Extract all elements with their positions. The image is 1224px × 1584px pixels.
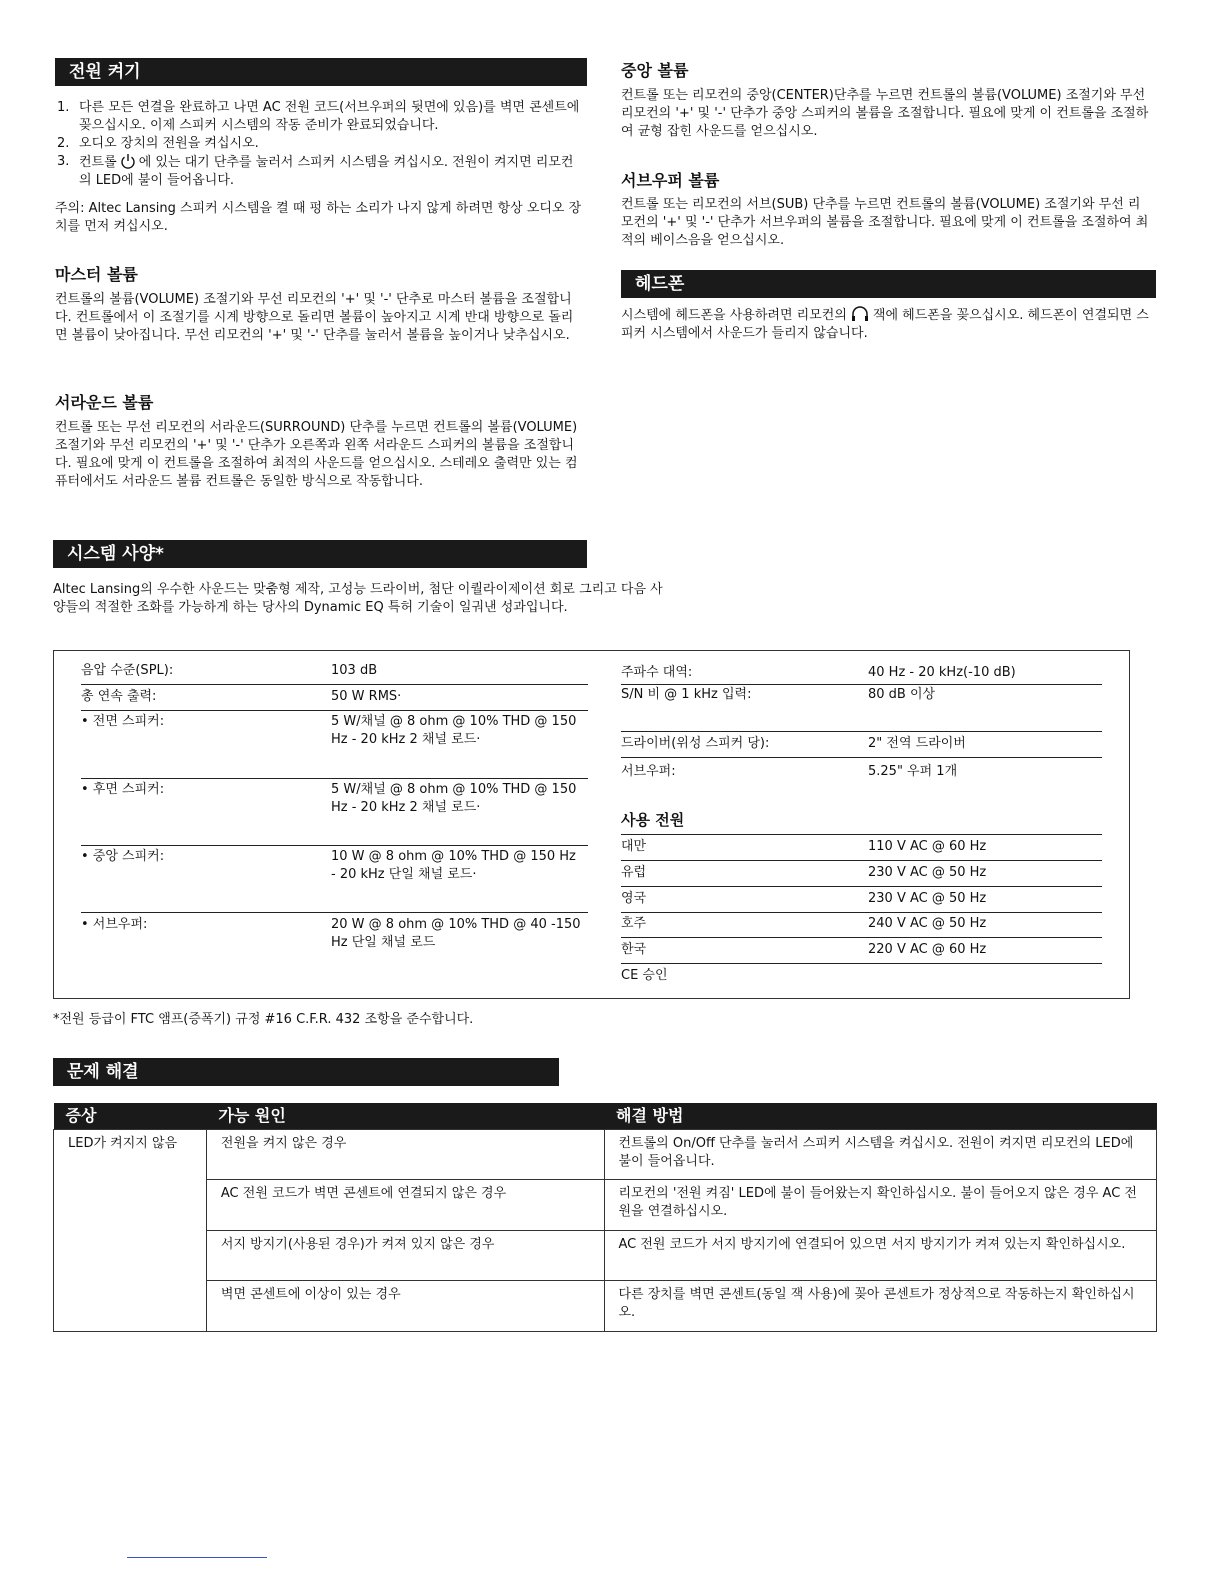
spec-value: 10 W @ 8 ohm @ 10% THD @ 150 Hz - 20 kHz 단일 채널 로드· — [331, 849, 576, 882]
spec-label: 주파수 대역: — [621, 665, 693, 680]
spec-value: 2" 전역 드라이버 — [868, 736, 966, 751]
spec-label: 드라이버(위성 스피커 당): — [621, 736, 770, 751]
solution-cell: 다른 장치를 벽면 콘센트(동일 잭 사용)에 꽂아 콘센트가 정상적으로 작동하는지 확인하십시오. — [604, 1281, 1157, 1332]
troubleshooting-table — [53, 1103, 1157, 1332]
specs-intro: Altec Lansing의 우수한 사운드는 맞춤형 제작, 고성능 드라이버, 첨단 이퀄라이제이션 회로 그리고 다음 사양들의 적절한 조화를 가능하게 하는 당사의 Dynamic EQ 특허 기술이 일궈낸 성과입니다. — [53, 582, 663, 615]
list-item: 3. 컨트롤 에 있는 대기 단추를 눌러서 스피커 시스템을 켜십시오. 전원이 켜지면 리모컨의 LED에 불이 들어옵니다. — [57, 154, 574, 188]
heading-center-volume: 중앙 볼륨 — [621, 61, 689, 80]
power-icon — [120, 153, 136, 169]
spec-value: 103 dB — [331, 663, 378, 678]
spec-value: 5.25" 우퍼 1개 — [868, 764, 958, 779]
spec-label: 서브우퍼: — [621, 764, 676, 779]
spec-label: • 후면 스피커: — [81, 782, 165, 797]
spec-label: 호주 — [621, 916, 647, 931]
spec-label: 총 연속 출력: — [81, 689, 157, 704]
spec-label: CE 승인 — [621, 968, 668, 983]
spec-value: 50 W RMS· — [331, 689, 402, 704]
footer-link-underline — [127, 1557, 267, 1558]
power-on-note: 주의: Altec Lansing 스피커 시스템을 켤 때 펑 하는 소리가 나지 않게 하려면 항상 오디오 장치를 먼저 켜십시오. — [55, 201, 582, 234]
list-item: 1. 다른 모든 연결을 완료하고 나면 AC 전원 코드(서브우퍼의 뒷면에 있음)를 벽면 콘센트에 꽂으십시오. 이제 스피커 시스템의 작동 준비가 완료되었습니다. — [57, 100, 580, 133]
cause-cell: 서지 방지기(사용된 경우)가 켜져 있지 않은 경우 — [206, 1231, 604, 1281]
specs-table — [53, 650, 1130, 999]
spec-value: 5 W/채널 @ 8 ohm @ 10% THD @ 150 Hz - 20 kHz 2 채널 로드· — [331, 714, 577, 747]
section-title-power-on: 전원 켜기 — [55, 58, 587, 86]
specs-footnote: *전원 등급이 FTC 앰프(증폭기) 규정 #16 C.F.R. 432 조항을 준수합니다. — [53, 1012, 474, 1027]
symptom-cell: LED가 켜지지 않음 — [54, 1130, 207, 1332]
solution-cell: 리모컨의 '전원 켜짐' LED에 불이 들어왔는지 확인하십시오. 불이 들어오지 않은 경우 AC 전원을 연결하십시오. — [604, 1180, 1157, 1231]
table-row — [54, 1130, 1157, 1180]
spec-value: 40 Hz - 20 kHz(-10 dB) — [868, 665, 1016, 680]
spec-label: 음압 수준(SPL): — [81, 663, 174, 678]
headphones-text: 시스템에 헤드폰을 사용하려면 리모컨의 잭에 헤드폰을 꽂으십시오. 헤드폰이 연결되면 스피커 시스템에서 사운드가 들리지 않습니다. — [621, 308, 1149, 341]
power-requirements-heading: 사용 전원 — [621, 811, 685, 829]
section-title-headphones: 헤드폰 — [621, 270, 1156, 298]
master-volume-text: 컨트롤의 볼륨(VOLUME) 조절기와 무선 리모컨의 '+' 및 '-' 단추로 마스터 볼륨을 조절합니다. 컨트롤에서 이 조절기를 시계 방향으로 돌리면 볼륨이 높아지고 시계 반대 방향으로 돌리면 볼륨이 낮아집니다. 무선 리모컨의 '+' 및 '-' 단추를 눌러서 볼륨을 높이거나 낮추십시오. — [55, 292, 574, 343]
table-row — [54, 1180, 1157, 1231]
spec-label: • 서브우퍼: — [81, 917, 148, 932]
spec-value: 5 W/채널 @ 8 ohm @ 10% THD @ 150 Hz - 20 kHz 2 채널 로드· — [331, 782, 577, 815]
center-volume-text: 컨트롤 또는 리모컨의 중앙(CENTER)단추를 누르면 컨트롤의 볼륨(VOLUME) 조절기와 무선 리모컨의 '+' 및 '-' 단추가 중앙 스피커의 볼륨을 조절합니다. 필요에 맞게 이 컨트롤을 조절하여 균형 잡힌 사운드를 얻으십시오. — [621, 88, 1149, 139]
spec-value: 20 W @ 8 ohm @ 10% THD @ 40 -150 Hz 단일 채널 로드 — [331, 917, 581, 950]
spec-value: 220 V AC @ 60 Hz — [868, 942, 987, 957]
spec-label: 영국 — [621, 891, 647, 906]
solution-cell: AC 전원 코드가 서지 방지기에 연결되어 있으면 서지 방지기가 켜져 있는지 확인하십시오. — [604, 1231, 1157, 1281]
headphones-icon — [850, 306, 870, 322]
spec-label: S/N 비 @ 1 kHz 입력: — [621, 687, 752, 702]
cause-cell: AC 전원 코드가 벽면 콘센트에 연결되지 않은 경우 — [206, 1180, 604, 1231]
heading-sub-volume: 서브우퍼 볼륨 — [621, 171, 720, 190]
surround-volume-text: 컨트롤 또는 무선 리모컨의 서라운드(SURROUND) 단추를 누르면 컨트롤의 볼륨(VOLUME) 조절기와 무선 리모컨의 '+' 및 '-' 단추가 오른쪽과 왼쪽 서라운드 스피커의 볼륨을 조절합니다. 필요에 맞게 이 컨트롤을 조절하여 최적의 사운드를 얻으십시오. 스테레오 출력만 있는 컴퓨터에서도 서라운드 볼륨 컨트롤은 동일한 방식으로 작동합니다. — [55, 420, 578, 489]
spec-label: • 전면 스피커: — [81, 714, 165, 729]
sub-volume-text: 컨트롤 또는 리모컨의 서브(SUB) 단추를 누르면 컨트롤의 볼륨(VOLUME) 조절기와 무선 리모컨의 '+' 및 '-' 단추가 서브우퍼의 볼륨을 조절합니다. 필요에 맞게 이 컨트롤을 조절하여 최적의 베이스음을 얻으십시오. — [621, 197, 1149, 248]
solution-cell: 컨트롤의 On/Off 단추를 눌러서 스피커 시스템을 켜십시오. 전원이 켜지면 리모컨의 LED에 불이 들어옵니다. — [604, 1130, 1157, 1180]
spec-label: 대만 — [621, 839, 647, 854]
power-on-steps — [55, 99, 585, 190]
table-row — [54, 1281, 1157, 1332]
section-title-specs: 시스템 사양* — [53, 540, 587, 568]
section-title-troubleshooting: 문제 해결 — [53, 1058, 559, 1086]
spec-value: 80 dB 이상 — [868, 687, 936, 702]
table-row — [54, 1231, 1157, 1281]
spec-value: 230 V AC @ 50 Hz — [868, 891, 987, 906]
spec-value: 240 V AC @ 50 Hz — [868, 916, 987, 931]
heading-surround-volume: 서라운드 볼륨 — [55, 393, 154, 412]
spec-label: • 중앙 스피커: — [81, 849, 165, 864]
spec-value: 110 V AC @ 60 Hz — [868, 839, 987, 854]
cause-cell: 벽면 콘센트에 이상이 있는 경우 — [206, 1281, 604, 1332]
heading-master-volume: 마스터 볼륨 — [55, 265, 138, 284]
column-header: 해결 방법 — [604, 1103, 1157, 1130]
spec-label: 한국 — [621, 942, 647, 957]
spec-value: 230 V AC @ 50 Hz — [868, 865, 987, 880]
column-header: 증상 — [54, 1103, 207, 1130]
cause-cell: 전원을 켜지 않은 경우 — [206, 1130, 604, 1180]
column-header: 가능 원인 — [206, 1103, 604, 1130]
list-item: 2. 오디오 장치의 전원을 켜십시오. — [57, 136, 259, 151]
spec-label: 유럽 — [621, 865, 647, 880]
